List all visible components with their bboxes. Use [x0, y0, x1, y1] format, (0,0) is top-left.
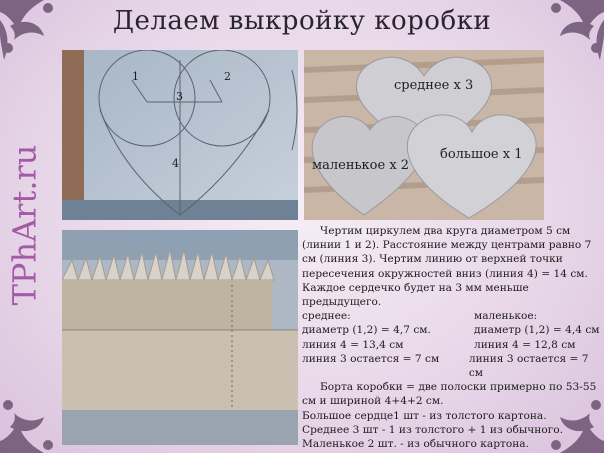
cut-hearts-svg — [304, 50, 544, 220]
small-diameter: диаметр (1,2) = 4,4 см — [474, 324, 600, 337]
large-heart-note: Большое сердце1 шт - из толстого картона. — [302, 409, 547, 422]
line-3-label: 3 — [176, 90, 183, 103]
large-heart-label: большое х 1 — [440, 147, 523, 162]
medium-heart-label: среднее х 3 — [394, 78, 474, 93]
small-heading: маленькое: — [474, 310, 538, 323]
sizes-row-2 — [302, 323, 602, 337]
medium-heading: среднее: — [302, 310, 351, 323]
sides-paragraph: Борта коробки = две полоски примерно по 53-55 см и шириной 4+4+2 см. — [302, 381, 597, 408]
medium-line4: линия 4 = 13,4 см — [302, 338, 404, 351]
small-line3: линия 3 остается = 7 см — [468, 352, 589, 380]
cut-hearts-photo — [304, 50, 544, 220]
instructions-text — [302, 224, 602, 451]
box-side-strip-svg — [62, 230, 298, 445]
medium-diameter: диаметр (1,2) = 4,7 см. — [302, 324, 431, 337]
intro-paragraph: Чертим циркулем два круга диаметром 5 см (линии 1 и 2). Расстояние между центрами равно 7 см (линия 3). Чертим линию от верхней точки пересечения окружностей вниз (линия 4) = 14 см. Каждое сердечко будет на 3 мм меньше предыдущего. — [302, 225, 592, 309]
line-1-label: 1 — [132, 70, 139, 83]
line-4-label: 4 — [172, 157, 179, 170]
small-heart-label: маленькое х 2 — [312, 158, 410, 173]
sizes-row-4 — [302, 352, 602, 380]
heart-drawing-svg — [62, 50, 298, 220]
small-heart-note: Маленькое 2 шт. - из обычного картона. — [302, 438, 529, 451]
box-side-strip-photo — [62, 230, 298, 445]
sizes-row-1 — [302, 309, 602, 323]
site-logo — [4, 140, 44, 310]
logo-text: TPhArt.ru — [5, 144, 44, 306]
sizes-row-3 — [302, 338, 602, 352]
medium-line3: линия 3 остается = 7 см — [302, 352, 440, 365]
line-2-label: 2 — [224, 70, 231, 83]
medium-heart-note: Среднее 3 шт - 1 из толстого + 1 из обычного. — [302, 423, 564, 436]
page-title: Делаем выкройку коробки — [112, 6, 492, 36]
heart-drawing-photo — [62, 50, 298, 220]
small-line4: линия 4 = 12,8 см — [474, 338, 576, 351]
